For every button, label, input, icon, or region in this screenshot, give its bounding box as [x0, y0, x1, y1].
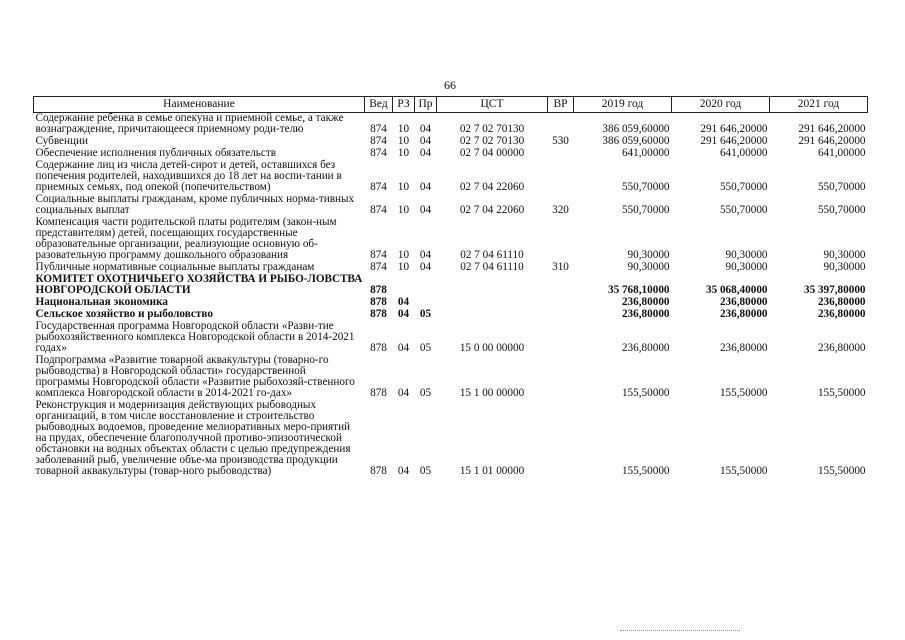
table-body [34, 113, 868, 479]
cell-cst: 02 7 04 61110 [460, 261, 524, 273]
cell-name: Реконструкция и модернизация действующих рыбоводных организаций, в том числе восстановление и строительство рыбоводных водоемов, проведение мелиоративных меро-приятий на прудах, обеспечение благополучной противо-эпизоотической обстановки на водных объектах области с целью предупреждения заболеваний рыб, увеличение объе-ма производства продукции товарной аквакультуры (товар-ного рыбоводства) [35, 399, 351, 477]
cell-name: Публичные нормативные социальные выплаты гражданам [35, 261, 315, 273]
cell-cst [437, 309, 548, 321]
cell-pr: 04 [419, 135, 432, 147]
cell-2019: 90,30000 [627, 261, 670, 273]
cell-pr: 04 [419, 147, 432, 159]
cell-vr [548, 355, 574, 400]
scan-artifact [620, 630, 740, 635]
cell-name: Национальная экономика [35, 296, 168, 308]
cell-rz: 10 [397, 181, 410, 193]
cell-2020: 90,30000 [725, 249, 768, 261]
cell-2020: 35 068,40000 [705, 284, 768, 296]
header-rz: РЗ [393, 97, 415, 113]
cell-2019: 236,80000 [621, 296, 670, 308]
cell-2021: 291 646,20000 [798, 123, 866, 135]
cell-ved: 874 [370, 204, 387, 216]
budget-table [33, 96, 868, 478]
table-row [34, 217, 868, 262]
cell-ved: 874 [370, 123, 387, 135]
cell-rz [393, 274, 415, 297]
cell-vr [548, 400, 574, 478]
cell-pr: 04 [419, 181, 432, 193]
cell-rz: 10 [397, 204, 410, 216]
table-row [34, 400, 868, 478]
table-row [34, 194, 868, 217]
cell-ved: 874 [370, 181, 387, 193]
cell-2021: 155,50000 [817, 387, 866, 399]
cell-cst: 02 7 04 00000 [459, 147, 525, 159]
cell-vr [548, 321, 574, 355]
header-pr: Пр [415, 97, 437, 113]
cell-rz: 10 [397, 123, 410, 135]
cell-2021: 35 397,80000 [803, 284, 866, 296]
cell-2020: 550,70000 [719, 181, 768, 193]
cell-2021: 90,30000 [823, 249, 866, 261]
cell-vr [548, 274, 574, 297]
cell-vr: 320 [552, 204, 569, 216]
cell-vr: 530 [552, 135, 569, 147]
cell-2020: 641,00000 [719, 147, 768, 159]
cell-cst: 15 0 00 00000 [459, 342, 525, 354]
cell-rz: 04 [397, 342, 410, 354]
cell-pr [415, 274, 437, 297]
cell-ved: 878 [370, 296, 387, 308]
cell-2019: 386 059,60000 [602, 135, 670, 147]
cell-name: Сельское хозяйство и рыболовство [35, 308, 213, 320]
cell-2020: 90,30000 [725, 261, 768, 273]
cell-ved: 874 [370, 261, 387, 273]
cell-rz: 04 [397, 308, 410, 320]
cell-vr [548, 297, 574, 309]
cell-2021: 550,70000 [817, 204, 866, 216]
cell-2019: 550,70000 [621, 181, 670, 193]
cell-2021: 90,30000 [823, 261, 866, 273]
cell-pr: 04 [419, 249, 432, 261]
table-row [34, 113, 868, 137]
cell-name: Подпрограмма «Развитие товарной аквакультуры (товарно-го рыбоводства) в Новгородской области» государственной программы Новгородской области «Развитие рыбохозяй-ственного комплекса Новгородской области в 2014-2021 го-дах» [35, 354, 355, 399]
cell-cst: 02 7 02 70130 [459, 135, 525, 147]
cell-ved: 878 [370, 308, 387, 320]
cell-cst [437, 274, 548, 297]
page-number: 66 [444, 78, 456, 92]
cell-ved: 878 [370, 465, 387, 477]
cell-2020: 236,80000 [719, 308, 768, 320]
header-2021: 2021 год [770, 97, 868, 113]
cell-name: Содержание лиц из числа детей-сирот и детей, оставшихся без попечения родителей, находившихся до 18 лет на воспи-тании в приемных семьях, под опекой (попечительством) [35, 159, 342, 193]
cell-2019: 641,00000 [621, 147, 670, 159]
cell-2021: 236,80000 [817, 342, 866, 354]
cell-pr: 05 [419, 308, 432, 320]
cell-rz: 10 [397, 261, 410, 273]
cell-2021: 236,80000 [817, 308, 866, 320]
cell-2021: 155,50000 [817, 465, 866, 477]
cell-2019: 550,70000 [621, 204, 670, 216]
cell-name: Социальные выплаты гражданам, кроме публичных норма-тивных социальных выплат [35, 193, 355, 216]
cell-2020: 155,50000 [719, 465, 768, 477]
cell-rz: 04 [397, 296, 410, 308]
cell-2019: 155,50000 [621, 465, 670, 477]
header-cst: ЦСТ [437, 97, 548, 113]
cell-2021: 291 646,20000 [798, 135, 866, 147]
cell-pr: 04 [419, 123, 432, 135]
table-row [34, 274, 868, 297]
cell-2019: 35 768,10000 [607, 284, 670, 296]
table-header-row [34, 97, 868, 113]
cell-vr [548, 160, 574, 194]
cell-vr [548, 217, 574, 262]
cell-2019: 90,30000 [627, 249, 670, 261]
cell-name: Субвенции [35, 135, 88, 147]
cell-cst [437, 297, 548, 309]
cell-cst: 15 1 00 00000 [459, 387, 525, 399]
cell-cst: 02 7 04 22060 [459, 181, 525, 193]
cell-2020: 155,50000 [719, 387, 768, 399]
cell-name: Обеспечение исполнения публичных обязательств [35, 147, 277, 159]
cell-pr: 05 [419, 465, 432, 477]
cell-rz: 10 [397, 147, 410, 159]
cell-2021: 641,00000 [817, 147, 866, 159]
header-name: Наименование [34, 97, 365, 113]
cell-vr: 310 [552, 261, 569, 273]
table-row [34, 321, 868, 355]
cell-pr: 05 [419, 342, 432, 354]
cell-ved: 878 [370, 387, 387, 399]
cell-cst: 02 7 04 22060 [459, 204, 525, 216]
cell-2021: 550,70000 [817, 181, 866, 193]
header-ved: Вед [365, 97, 393, 113]
cell-name: КОМИТЕТ ОХОТНИЧЬЕГО ХОЗЯЙСТВА И РЫБО-ЛОВСТВА НОВГОРОДСКОЙ ОБЛАСТИ [35, 273, 363, 296]
cell-2019: 236,80000 [621, 342, 670, 354]
cell-vr [548, 113, 574, 137]
cell-2020: 291 646,20000 [700, 135, 768, 147]
cell-name: Компенсация части родительской платы родителям (закон-ным представителям) детей, посещающих государственные образовательные организации, реализующие основную об-разовательную программу дошкольного образования [35, 216, 337, 261]
cell-pr: 05 [419, 387, 432, 399]
cell-2020: 550,70000 [719, 204, 768, 216]
cell-2019: 236,80000 [621, 308, 670, 320]
cell-vr [548, 309, 574, 321]
cell-rz: 10 [397, 249, 410, 261]
header-2020: 2020 год [672, 97, 770, 113]
cell-rz: 04 [397, 465, 410, 477]
cell-ved: 874 [370, 135, 387, 147]
cell-2019: 155,50000 [621, 387, 670, 399]
cell-ved: 878 [370, 284, 387, 296]
header-vr: ВР [548, 97, 574, 113]
cell-cst: 02 7 04 61110 [460, 249, 524, 261]
cell-name: Содержание ребенка в семье опекуна и приемной семье, а также вознаграждение, причитающееся приемному роди-телю [35, 112, 344, 135]
table-row [34, 355, 868, 400]
cell-2019: 386 059,60000 [602, 123, 670, 135]
cell-rz: 10 [397, 135, 410, 147]
cell-cst: 15 1 01 00000 [459, 465, 525, 477]
cell-vr [548, 148, 574, 160]
cell-rz: 04 [397, 387, 410, 399]
cell-ved: 878 [370, 342, 387, 354]
cell-2020: 236,80000 [719, 296, 768, 308]
cell-pr: 04 [419, 261, 432, 273]
cell-pr: 04 [419, 204, 432, 216]
cell-ved: 874 [370, 147, 387, 159]
cell-ved: 874 [370, 249, 387, 261]
cell-2021: 236,80000 [817, 296, 866, 308]
cell-2020: 236,80000 [719, 342, 768, 354]
cell-cst: 02 7 02 70130 [459, 123, 525, 135]
header-2019: 2019 год [574, 97, 672, 113]
cell-name: Государственная программа Новгородской области «Разви-тие рыбохозяйственного комплекса Новгородской области в 2014-2021 годах» [35, 320, 355, 354]
table-row [34, 160, 868, 194]
cell-2020: 291 646,20000 [700, 123, 768, 135]
